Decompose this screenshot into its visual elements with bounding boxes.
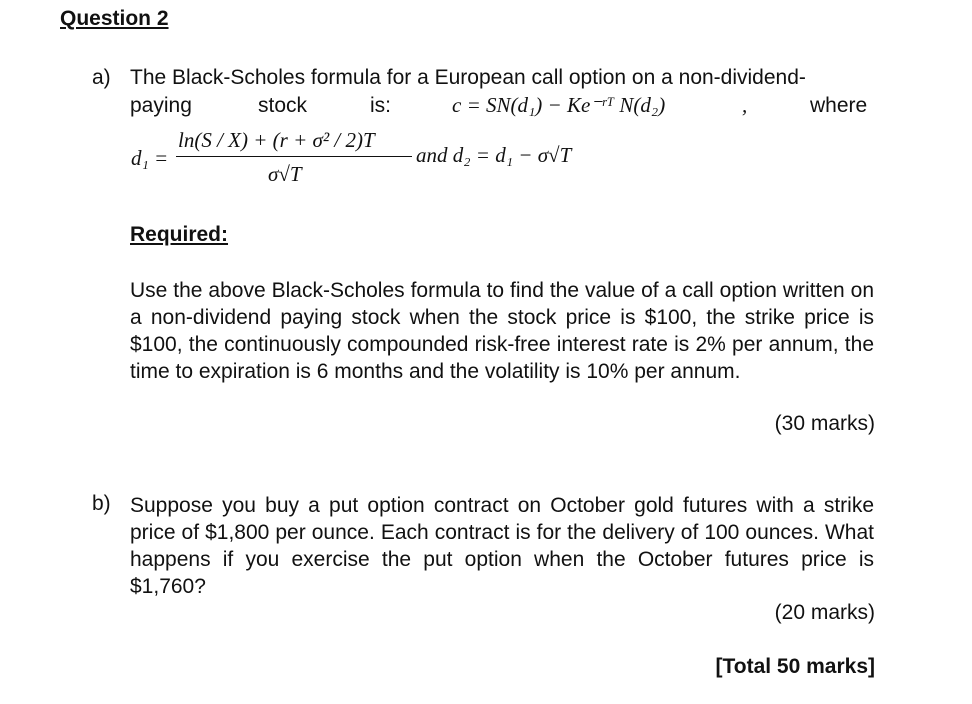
part-b-marks: (20 marks) — [774, 601, 875, 624]
required-heading: Required: — [130, 223, 229, 246]
d1-lhs: d₁ = — [131, 146, 169, 170]
d2-formula: and d₂ = d₁ − σ√T — [416, 143, 572, 167]
call-price-formula: c = SN(d₁) − Ke⁻ʳᵀ N(d₂) — [452, 93, 666, 117]
part-a-marks: (30 marks) — [774, 412, 875, 435]
formula-comma: , — [742, 93, 748, 117]
part-a-word-where: where — [810, 94, 868, 117]
d1-denominator: σ√T — [268, 162, 302, 186]
part-a-word-is: is: — [370, 94, 391, 117]
part-a-label: a) — [92, 66, 111, 89]
part-b-text: Suppose you buy a put option contract on October gold futures with a strike price of $1,800 per ounce. Each contract is for the delivery of 100 ounces. What happens if you exercise the put option when the October futures price is $1,760? — [130, 494, 874, 598]
required-text: Use the above Black-Scholes formula to find the value of a call option written on a non-dividend paying stock when the stock price is $100, the strike price is $100, the continuously compounded risk-free interest rate is 2% per annum, the time to expiration is 6 months and the volatility is 10% per annum. — [130, 279, 874, 383]
part-a-word-paying: paying — [130, 94, 192, 117]
d1-fraction-bar — [176, 156, 412, 157]
d1-numerator: ln(S / X) + (r + σ² / 2)T — [178, 128, 375, 152]
part-b-label: b) — [92, 492, 111, 515]
question-title: Question 2 — [60, 7, 169, 30]
total-marks: [Total 50 marks] — [715, 655, 875, 678]
part-a-word-stock: stock — [258, 94, 308, 117]
part-a-intro-line1: The Black-Scholes formula for a European call option on a non-dividend- — [130, 66, 806, 89]
